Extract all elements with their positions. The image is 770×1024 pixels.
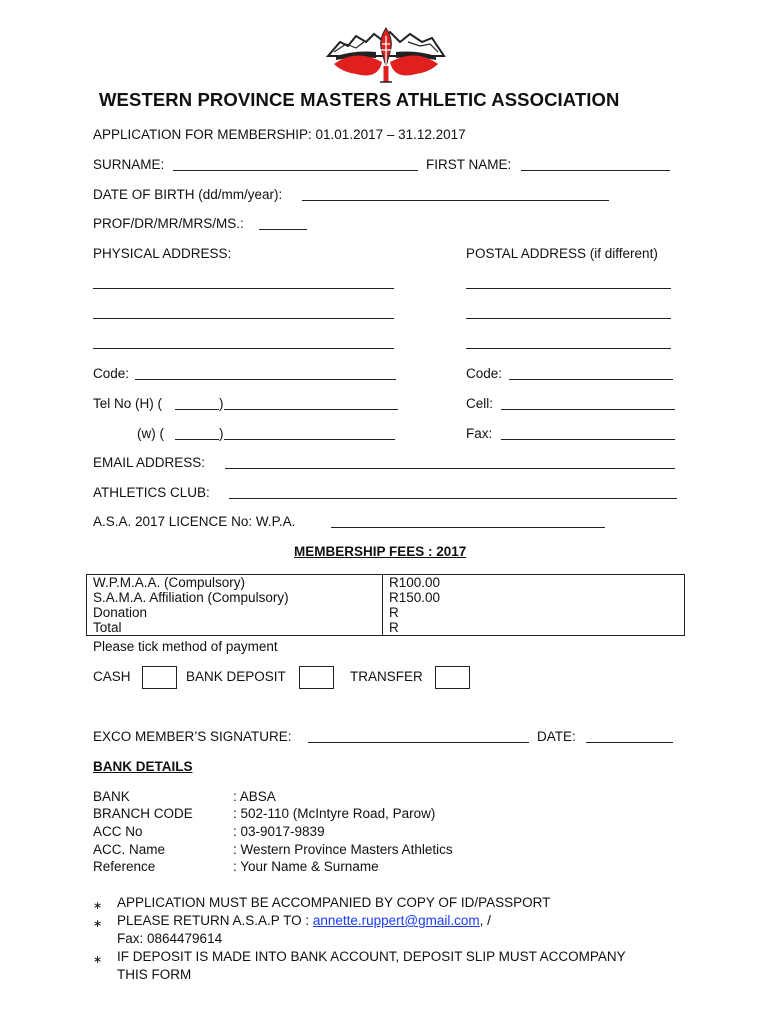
payment-bank-deposit-checkbox[interactable]	[299, 666, 334, 689]
fee-item: S.A.M.A. Affiliation (Compulsory)	[87, 590, 383, 605]
licence-field[interactable]	[331, 527, 605, 528]
surname-label: SURNAME:	[93, 157, 165, 172]
postal-address-line-2[interactable]	[466, 318, 671, 319]
membership-fees-heading: MEMBERSHIP FEES : 2017	[294, 544, 467, 559]
note-return	[117, 913, 491, 929]
physical-code-label: Code:	[93, 366, 130, 381]
club-label: ATHLETICS CLUB:	[93, 485, 210, 500]
postal-code-label: Code:	[466, 366, 503, 381]
fee-item: Donation	[87, 605, 383, 620]
first-name-label: FIRST NAME:	[426, 157, 512, 172]
tel-home-area-code[interactable]	[175, 409, 219, 410]
page-title: WESTERN PROVINCE MASTERS ATHLETIC ASSOCIATION	[99, 89, 620, 110]
tel-home-close: )	[219, 396, 224, 411]
date-label: DATE:	[537, 729, 576, 744]
note-fax: Fax: 0864479614	[117, 931, 223, 946]
tel-work-close: )	[219, 426, 224, 441]
email-field[interactable]	[225, 468, 675, 469]
payment-cash-checkbox[interactable]	[142, 666, 177, 689]
fax-label: Fax:	[466, 426, 493, 441]
licence-label: A.S.A. 2017 LICENCE No: W.P.A.	[93, 514, 296, 529]
fee-amount: R100.00	[383, 575, 685, 591]
fax-field[interactable]	[501, 439, 675, 440]
note-deposit-slip-line-1: IF DEPOSIT IS MADE INTO BANK ACCOUNT, DEPOSIT SLIP MUST ACCOMPANY	[117, 949, 626, 964]
tel-work-label: (w) (	[137, 426, 164, 441]
postal-address-label: POSTAL ADDRESS (if different)	[466, 246, 658, 261]
branch-code-value: : 502-110 (McIntyre Road, Parow)	[233, 806, 436, 821]
payment-transfer-label: TRANSFER	[350, 669, 423, 684]
signature-label: EXCO MEMBER’S SIGNATURE:	[93, 729, 292, 744]
fee-item: Total	[87, 620, 383, 636]
bank-details-heading: BANK DETAILS	[93, 759, 193, 774]
payment-note: Please tick method of payment	[93, 639, 278, 654]
asterisk-bullet-icon: ∗	[93, 900, 103, 912]
fee-item: W.P.M.A.A. (Compulsory)	[87, 575, 383, 591]
title-field[interactable]	[259, 229, 307, 230]
acc-name-value: : Western Province Masters Athletics	[233, 842, 453, 857]
contact-email-link[interactable]: annette.ruppert@gmail.com	[312, 913, 480, 928]
physical-address-line-2[interactable]	[93, 318, 394, 319]
membership-fees-table	[86, 574, 685, 636]
payment-bank-deposit-label: BANK DEPOSIT	[186, 669, 286, 684]
fee-amount[interactable]: R	[383, 605, 685, 620]
bank-label: BANK	[93, 789, 130, 804]
postal-address-line-1[interactable]	[466, 288, 671, 289]
fee-row	[87, 590, 685, 605]
club-field[interactable]	[229, 498, 677, 499]
branch-code-label: BRANCH CODE	[93, 806, 193, 821]
payment-cash-label: CASH	[93, 669, 131, 684]
note-deposit-slip-line-2: THIS FORM	[117, 967, 192, 982]
tel-home-label: Tel No (H) (	[93, 396, 163, 411]
postal-address-line-3[interactable]	[466, 348, 671, 349]
reference-label: Reference	[93, 859, 156, 874]
cell-label: Cell:	[466, 396, 494, 411]
payment-transfer-checkbox[interactable]	[435, 666, 470, 689]
mountain-flame-logo-icon	[326, 22, 446, 84]
note-id-copy: APPLICATION MUST BE ACCOMPANIED BY COPY OF ID/PASSPORT	[117, 895, 551, 910]
fee-amount[interactable]: R	[383, 620, 685, 636]
fee-row	[87, 620, 685, 636]
dob-field[interactable]	[302, 200, 609, 201]
asterisk-bullet-icon: ∗	[93, 954, 103, 966]
tel-work-area-code[interactable]	[175, 439, 219, 440]
physical-address-label: PHYSICAL ADDRESS:	[93, 246, 232, 261]
fee-amount: R150.00	[383, 590, 685, 605]
acc-name-label: ACC. Name	[93, 842, 166, 857]
note-return-suffix: , /	[479, 913, 491, 928]
acc-no-label: ACC No	[93, 824, 143, 839]
asterisk-bullet-icon: ∗	[93, 918, 103, 930]
title-label: PROF/DR/MR/MRS/MS.:	[93, 216, 244, 231]
acc-no-value: : 03-9017-9839	[233, 824, 325, 839]
bank-value: : ABSA	[233, 789, 276, 804]
signature-field[interactable]	[308, 742, 529, 743]
physical-address-line-3[interactable]	[93, 348, 394, 349]
physical-address-line-1[interactable]	[93, 288, 394, 289]
tel-home-number[interactable]	[224, 409, 398, 410]
tel-work-number[interactable]	[224, 439, 395, 440]
postal-code-field[interactable]	[509, 379, 673, 380]
dob-label: DATE OF BIRTH (dd/mm/year):	[93, 187, 283, 202]
surname-field[interactable]	[173, 170, 418, 171]
cell-field[interactable]	[501, 409, 675, 410]
fee-row	[87, 575, 685, 591]
application-period: APPLICATION FOR MEMBERSHIP: 01.01.2017 – 31.12.2017	[93, 127, 466, 142]
first-name-field[interactable]	[521, 170, 670, 171]
fee-row	[87, 605, 685, 620]
note-return-prefix: PLEASE RETURN A.S.A.P TO :	[117, 913, 313, 928]
physical-code-field[interactable]	[135, 379, 396, 380]
reference-value: : Your Name & Surname	[233, 859, 379, 874]
date-field[interactable]	[586, 742, 673, 743]
email-label: EMAIL ADDRESS:	[93, 455, 206, 470]
